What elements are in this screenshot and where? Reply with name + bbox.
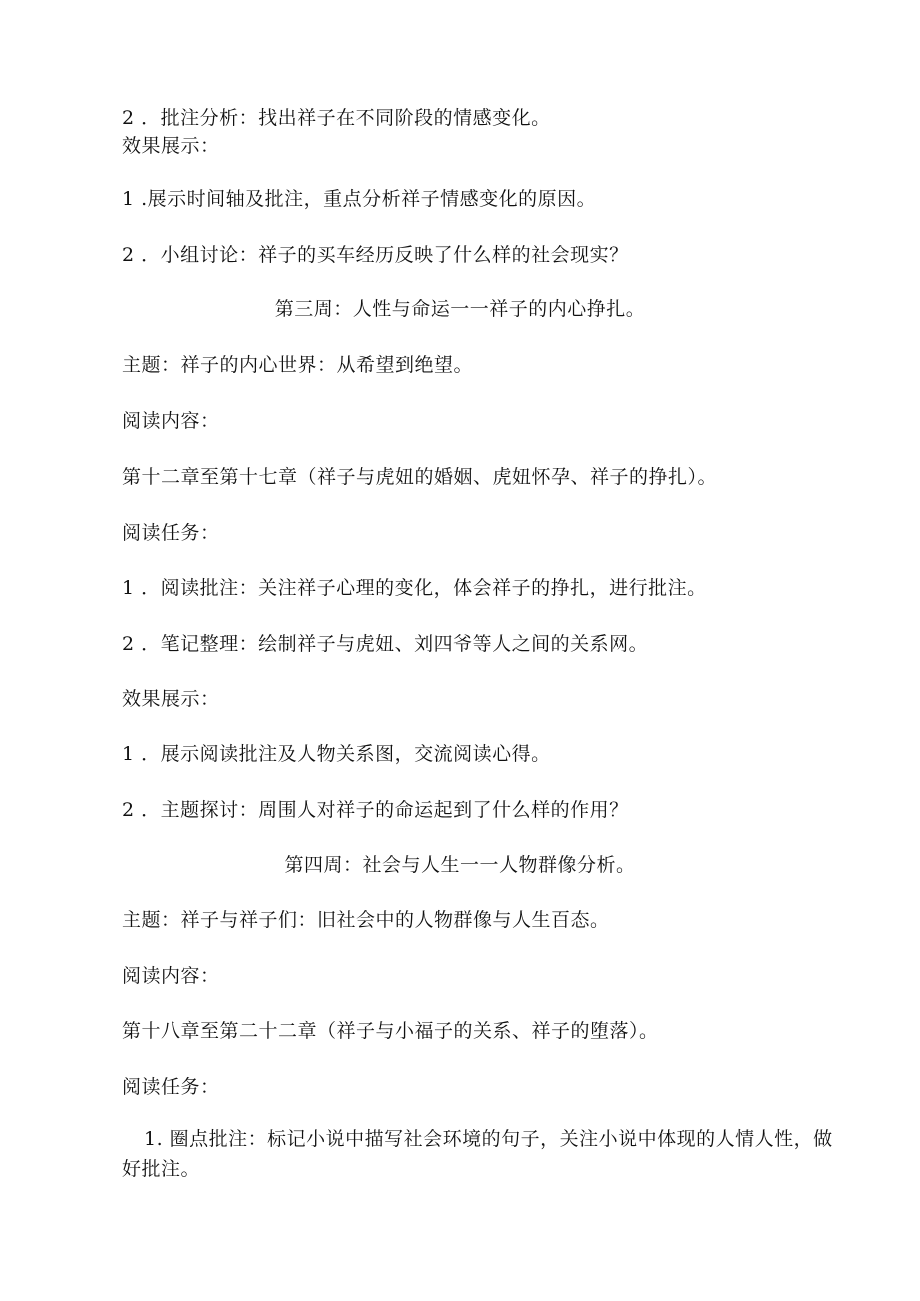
reading-content-chapters: 第十二章至第十七章（祥子与虎妞的婚姻、虎妞怀孕、祥子的挣扎）。: [122, 466, 718, 488]
task-item-circle-annotation: 1. 圈点批注：标记小说中描写社会环境的句子，关注小说中体现的人情人性，做好批注。: [122, 1128, 833, 1180]
result-item-theme-discussion: 2 ．主题探讨：周围人对祥子的命运起到了什么样的作用？: [122, 799, 629, 821]
section-label-results: 效果展示：: [122, 688, 220, 710]
section-label-reading-tasks: 阅读任务：: [122, 1076, 220, 1098]
section-label-results: 效果展示：: [122, 135, 220, 157]
theme-line: 主题：祥子的内心世界：从希望到绝望。: [122, 354, 474, 376]
week-three-heading: 第三周：人性与命运一一祥子的内心挣扎。: [274, 298, 646, 320]
section-label-reading-content: 阅读内容：: [122, 965, 220, 987]
result-item-relationship-map: 1 ．展示阅读批注及人物关系图，交流阅读心得。: [122, 743, 551, 765]
week-four-heading: 第四周：社会与人生一一人物群像分析。: [284, 854, 636, 876]
result-item-group-discussion: 2 ．小组讨论：祥子的买车经历反映了什么样的社会现实？: [122, 244, 629, 266]
task-item-annotation-analysis: 2 ．批注分析：找出祥子在不同阶段的情感变化。: [122, 107, 551, 129]
result-item-timeline: 1 .展示时间轴及批注，重点分析祥子情感变化的原因。: [122, 188, 597, 210]
task-item-notes: 2 ．笔记整理：绘制祥子与虎妞、刘四爷等人之间的关系网。: [122, 633, 649, 655]
task-item-reading-annotation: 1 ．阅读批注：关注祥子心理的变化，体会祥子的挣扎，进行批注。: [122, 577, 707, 599]
reading-content-chapters: 第十八章至第二十二章（祥子与小福子的关系、祥子的堕落）。: [122, 1020, 659, 1042]
theme-line: 主题：祥子与祥子们：旧社会中的人物群像与人生百态。: [122, 909, 610, 931]
section-label-reading-tasks: 阅读任务：: [122, 522, 220, 544]
section-label-reading-content: 阅读内容：: [122, 410, 220, 432]
